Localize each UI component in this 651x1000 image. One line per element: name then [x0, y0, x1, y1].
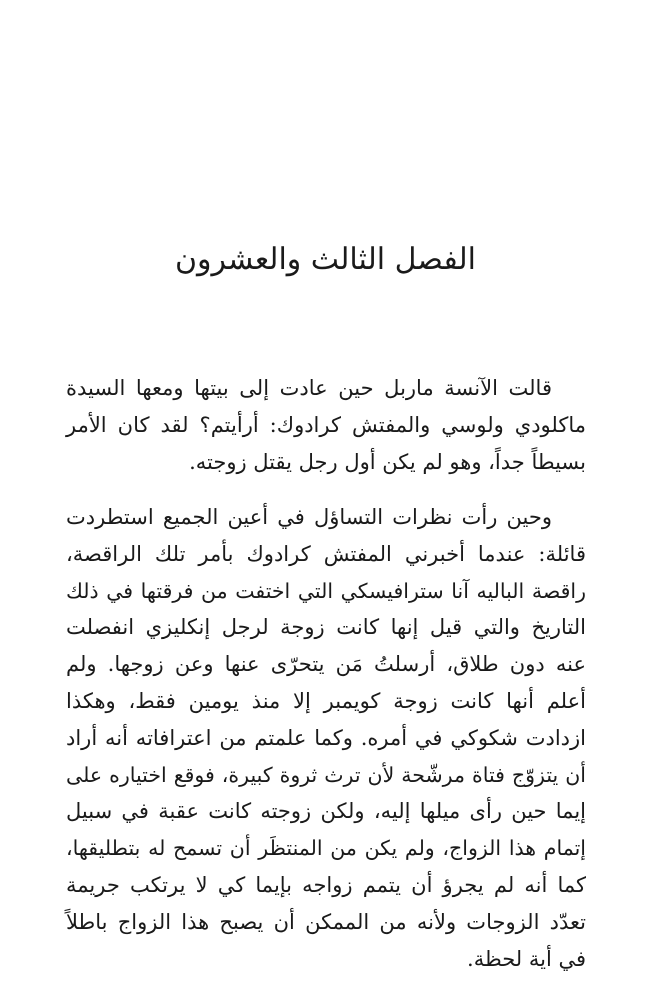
- paragraph-line: التاريخ والتي قيل إنها كانت زوجة لرجل إنكليزي انفصلت: [66, 615, 586, 640]
- chapter-title: الفصل الثالث والعشرون: [175, 242, 476, 277]
- paragraph-line: وحين رأت نظرات التساؤل في أعين الجميع استطردت: [66, 505, 552, 529]
- paragraph-line: إتمام هذا الزواج، ولم يكن من المنتظَر أن تسمح له بتطليقها،: [66, 836, 586, 861]
- paragraph-line: قالت الآنسة ماربل حين عادت إلى بيتها ومعها السيدة: [66, 376, 552, 400]
- paragraph-line: أعلم أنها كانت زوجة كويمبر إلا منذ يومين فقط، وهكذا: [66, 688, 586, 713]
- paragraph-line: بسيطاً جداً، وهو لم يكن أول رجل يقتل زوجته.: [189, 449, 586, 474]
- paragraph-line: راقصة الباليه آنا سترافيسكي التي اختفت من فرقتها في ذلك: [66, 578, 586, 603]
- paragraph-line: عنه دون طلاق، أرسلتُ مَن يتحرّى عنها وعن زوجها. ولم: [66, 652, 586, 677]
- paragraph-line: في أية لحظة.: [467, 946, 586, 971]
- paragraph-line: إيما حين رأى ميلها إليه، ولكن زوجته كانت عقبة في سبيل: [66, 799, 586, 824]
- paragraph-line: قائلة: عندما أخبرني المفتش كرادوك بأمر تلك الراقصة،: [66, 541, 586, 566]
- paragraph-line: كما أنه لم يجرؤ أن يتمم زواجه بإيما كي لا يرتكب جريمة: [66, 872, 586, 897]
- paragraph-line: تعدّد الزوجات ولأنه من الممكن أن يصبح هذا الزواج باطلاً: [66, 909, 586, 934]
- paragraph-1: [66, 370, 586, 480]
- paragraph-line: ماكلودي ولوسي والمفتش كرادوك: أرأيتم؟ لقد كان الأمر: [66, 412, 586, 437]
- paragraph-line: ازدادت شكوكي في أمره. وكما علمتم من اعترافاته أنه أراد: [66, 725, 586, 750]
- paragraph-2: [66, 499, 586, 977]
- paragraph-line: أن يتزوّج فتاة مرشّحة لأن ترث ثروة كبيرة، فوقع اختياره على: [66, 762, 586, 787]
